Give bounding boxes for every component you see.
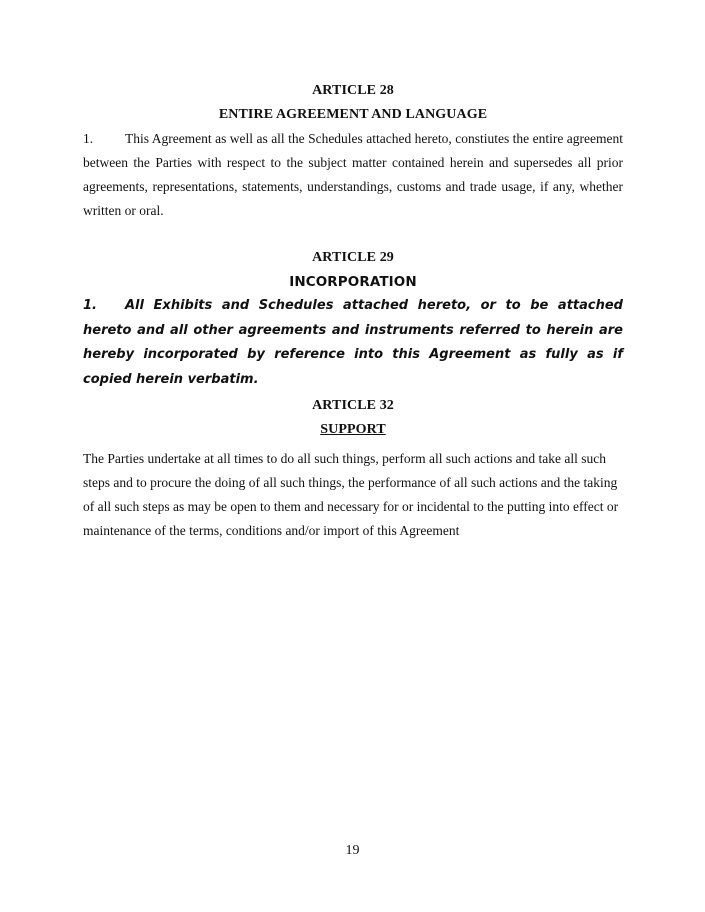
article-29-clause-text: All Exhibits and Schedules attached hereto, or to be attached hereto and all other agreements and instruments referred to herein are hereby incorporated by reference into this Agreement as fully as if copied herein verbatim. <box>83 298 623 387</box>
article-28-title: ENTIRE AGREEMENT AND LANGUAGE <box>218 107 488 122</box>
article-32-title: SUPPORT <box>320 422 386 437</box>
article-29-clause-1 <box>83 294 623 392</box>
article-29-clause-number: 1. <box>83 298 97 313</box>
article-28-clause-1 <box>83 127 623 223</box>
article-29-number: ARTICLE 29 <box>312 250 394 265</box>
article-28-clause-number: 1. <box>83 131 94 146</box>
article-28-number: ARTICLE 28 <box>312 83 394 98</box>
article-32-number: ARTICLE 32 <box>312 398 394 413</box>
article-28-clause-text: This Agreement as well as all the Schedules attached hereto, constiutes the entire agreement between the Parties with respect to the subject matter contained herein and supersedes all prior agreements, representations, statements, understandings, customs and trade usage, if any, whether written or oral. <box>83 131 623 218</box>
article-29-title: INCORPORATION <box>289 274 417 290</box>
page-number: 19 <box>345 843 360 858</box>
article-32-text: The Parties undertake at all times to do all such things, perform all such actions and take all such steps and to procure the doing of all such things, the performance of all such actions and the taking of all such steps as may be open to them and necessary for or incidental to the putting into effect or maintenance of the terms, conditions and/or import of this Agreement <box>83 451 619 538</box>
